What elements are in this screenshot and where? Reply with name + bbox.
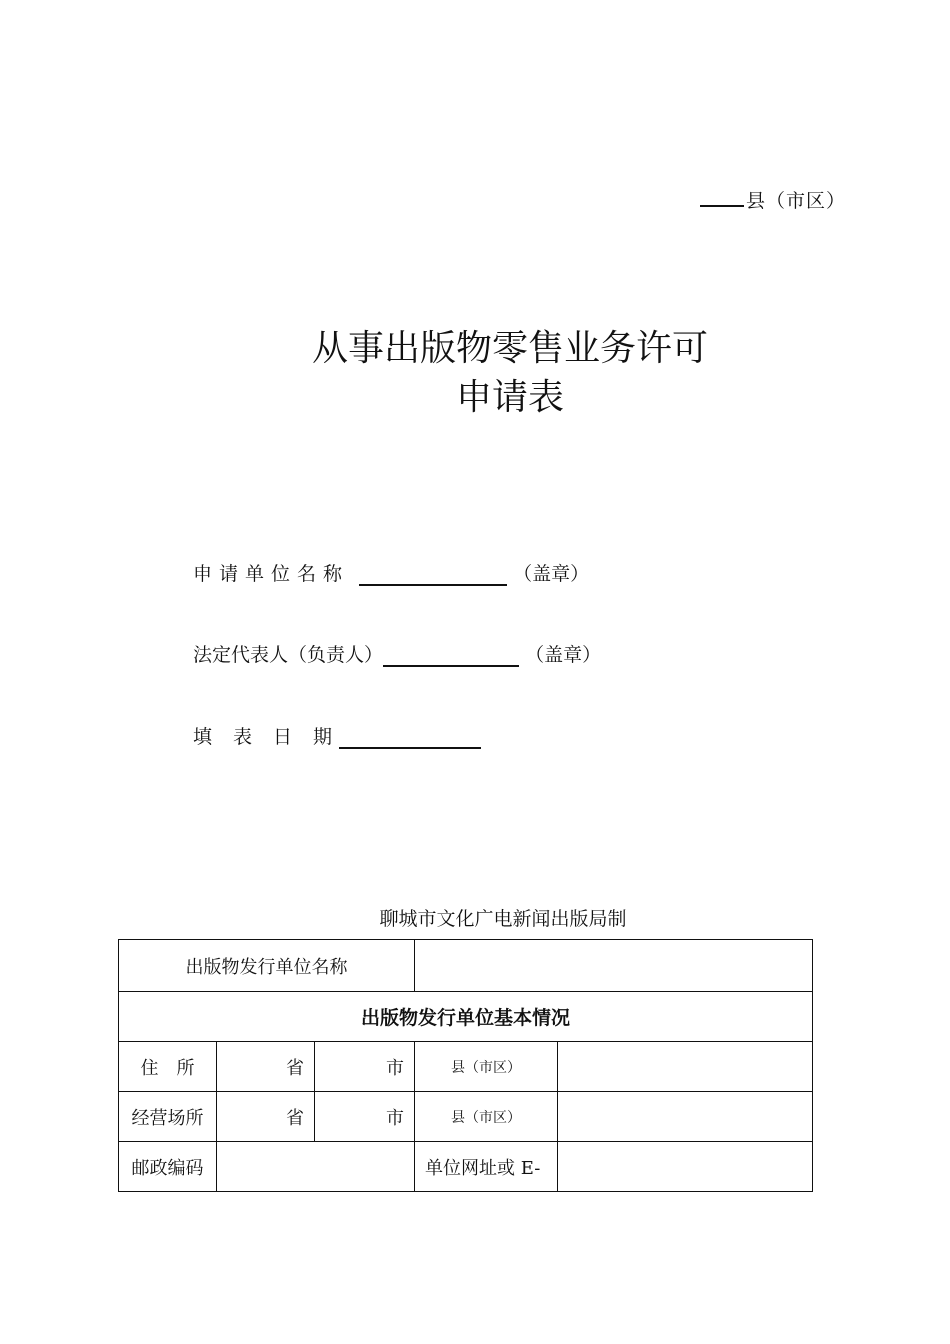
date-field — [193, 722, 481, 749]
section-title: 出版物发行单位基本情况 — [119, 992, 813, 1042]
postcode-label: 邮政编码 — [119, 1142, 217, 1192]
form-title-line1: 从事出版物零售业务许可 — [311, 328, 708, 369]
date-input[interactable] — [339, 727, 481, 749]
applicant-label: 申请单位名称 — [193, 563, 350, 585]
business-detail-input[interactable] — [558, 1092, 813, 1142]
table-row — [119, 992, 813, 1042]
business-province[interactable]: 省 — [217, 1092, 315, 1142]
table-row — [119, 1042, 813, 1092]
legal-rep-seal-note: （盖章） — [525, 644, 602, 666]
applicant-field — [193, 559, 589, 586]
form-title-line2: 申请表 — [455, 377, 564, 418]
table-row — [119, 1142, 813, 1192]
issuer-line: 聊城市文化广电新闻出版局制 — [379, 908, 627, 930]
website-input[interactable] — [558, 1142, 813, 1192]
address-province[interactable]: 省 — [217, 1042, 315, 1092]
county-label: 县（市区） — [746, 190, 847, 212]
county-line — [700, 186, 846, 213]
business-place-label: 经营场所 — [119, 1092, 217, 1142]
unit-info-table — [118, 939, 813, 1192]
postcode-input[interactable] — [217, 1142, 415, 1192]
applicant-name-input[interactable] — [359, 564, 507, 586]
legal-rep-label: 法定代表人（负责人） — [193, 644, 384, 666]
address-city[interactable]: 市 — [315, 1042, 415, 1092]
legal-rep-field — [193, 640, 601, 667]
table-row — [119, 1092, 813, 1142]
applicant-seal-note: （盖章） — [513, 563, 590, 585]
unit-name-label: 出版物发行单位名称 — [119, 940, 415, 992]
unit-name-input[interactable] — [415, 940, 813, 992]
address-label: 住 所 — [119, 1042, 217, 1092]
table-row — [119, 940, 813, 992]
date-label: 填表日期 — [193, 726, 354, 748]
address-detail-input[interactable] — [558, 1042, 813, 1092]
county-blank[interactable] — [700, 187, 744, 207]
legal-rep-input[interactable] — [383, 645, 519, 667]
business-city[interactable]: 市 — [315, 1092, 415, 1142]
business-county[interactable]: 县（市区） — [415, 1092, 558, 1142]
address-county[interactable]: 县（市区） — [415, 1042, 558, 1092]
website-label: 单位网址或 E- — [415, 1142, 558, 1192]
